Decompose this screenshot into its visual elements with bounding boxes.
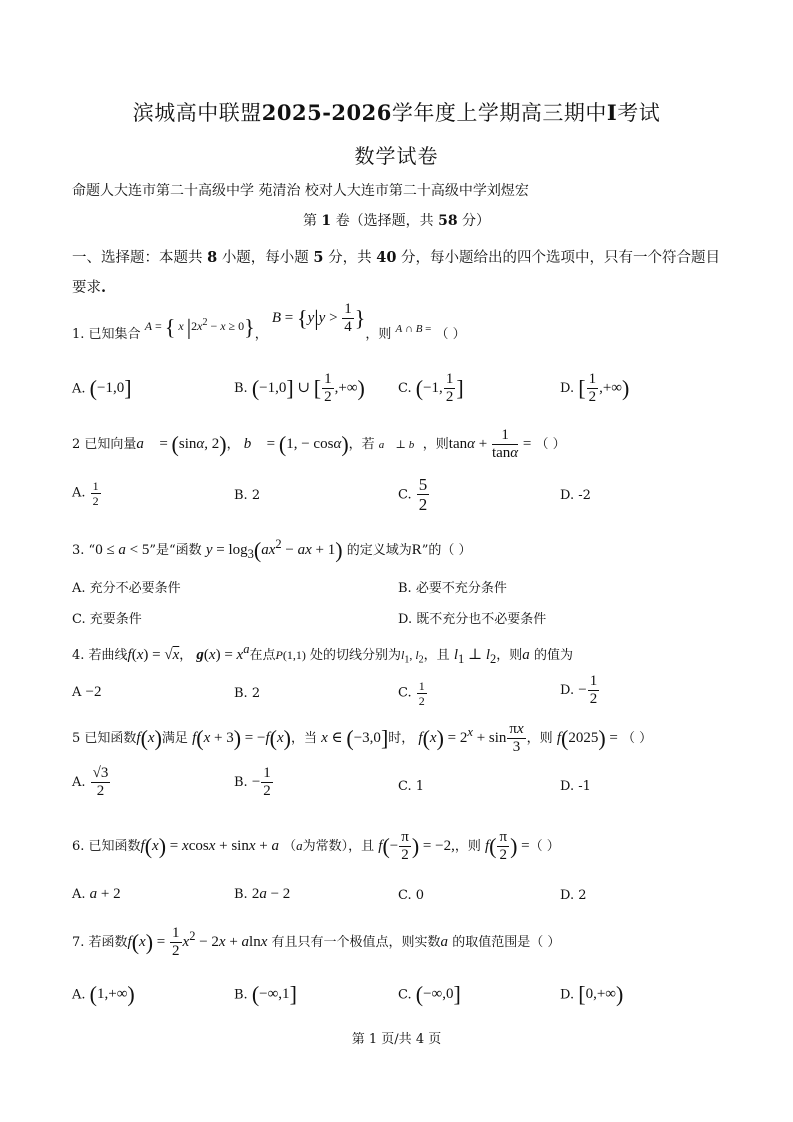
q1-option-b: B. (−1,0] ∪ [ $\frac{1}{2}$ ,+∞) [234, 371, 365, 405]
q7-option-c: C. (−∞,0] [398, 982, 461, 1007]
page-subtitle: 数学试卷 [354, 144, 439, 168]
authors-line: 命题人大连市第二十高级中学 苑清治 校对人大连市第二十高级中学刘煜宏 [72, 183, 529, 199]
question-2: 2 已知向量a⃗ = (sinα, 2)， b⃗ = (1, − cosα)，若 a⃗ ⊥ b⃗，则tanα + $\frac{1}{\tan\alpha}$ = （ ） [72, 427, 566, 461]
q5-option-c: C. 1 [398, 779, 425, 794]
q6-option-c: C. 0 [398, 888, 425, 903]
q7-option-b: B. (−∞,1] [234, 982, 297, 1007]
q4-option-c: C. $\frac{1}{2}$ [398, 679, 425, 708]
q6-option-b: B. 2a − 2 [234, 886, 291, 902]
q5-option-a: A. $\frac{√3}{2}$ [72, 765, 109, 799]
q3-option-d: D. 既不充分也不必要条件 [398, 612, 547, 627]
q7-option-d: D. [0,+∞) [560, 982, 624, 1007]
question-3: 3. “0 ≤ a < 5”是“函数 $y = \log_3(ax^2$ − ax + 1) 的定义域为R”的（ ） [72, 537, 472, 563]
question-6: 6. 已知函数f(x) = xcosx + sinx + a （a为常数），且 f(− $\frac{\pi}{2}$ ) = −2,，则 f( $\frac{\pi}{2}$ ) =（ ） [72, 829, 560, 863]
q1-option-d: D. [ $\frac{1}{2}$ ,+∞) [560, 371, 630, 405]
q4-option-a: A −2 [72, 684, 102, 700]
q1-option-a: A. (−1,0] [72, 376, 132, 401]
q6-option-a: A. a + 2 [72, 886, 121, 902]
q2-option-a: A. $\frac{1}{2}$ [72, 479, 99, 508]
q3-option-c: C. 充要条件 [72, 612, 142, 627]
q2-option-c: C. $\frac{5}{2}$ [398, 475, 428, 514]
q4-option-d: D. − $\frac{1}{2}$ [560, 673, 598, 707]
vector-a-formula: a⃗ = (sinα, 2) [136, 431, 227, 457]
section-heading: 第 1 卷（选择题，共 58 分） [302, 213, 491, 229]
q2-option-d: D. -2 [560, 488, 591, 503]
question-7: 7. 若函数f(x) = $\frac{1}{2}$ $x^2 - 2x + alnx$ 有且只有一个极值点，则实数a 的取值范围是（ ） [72, 925, 561, 959]
set-b-formula: B = {y|y > $\frac{1}{4}$ } [271, 301, 366, 335]
question-4: 4. 若曲线f(x) = √x， $g(x) = x^a$在点P(1,1) 处的切线分别为$l_1$, $l_2$，且 $l_1$ ⊥ $l_2$，则a 的值为 [72, 642, 573, 666]
question-5: 5 已知函数f(x)满足 f(x + 3) = −f(x)，当 x ∈ (−3,0]时， $f(x) = 2^x + \sin$ $\frac{\pi x}{3}$ ，则 f(2025) = （ ） [72, 721, 653, 755]
q4-option-b: B. 2 [234, 686, 261, 701]
q5-option-d: D. -1 [560, 779, 591, 794]
q3-option-a: A. 充分不必要条件 [72, 581, 181, 596]
question-1: 1. 已知集合 A = { x $|2x^2 - x \ge 0$}， B = {y|y > $\frac{1}{4}$ }，则 $^{A \cap B =}$ （ ） [72, 301, 466, 342]
set-a-formula: A = { x $|2x^2 - x \ge 0$} [144, 314, 255, 340]
q3-option-b: B. 必要不充分条件 [398, 581, 507, 596]
q1-option-c: C. (−1, $\frac{1}{2}$ ] [398, 371, 464, 405]
q2-option-b: B. 2 [234, 488, 261, 503]
q6-option-d: D. 2 [560, 888, 587, 903]
instructions: 一、选择题：本题共 8 小题，每小题 5 分，共 40 分，每小题给出的四个选项中，只有一个符合题目要求. [72, 249, 721, 296]
page-footer: 第 1 页/共 4 页 [351, 1032, 442, 1047]
q5-option-b: B. − $\frac{1}{2}$ [234, 765, 271, 799]
page-title: 滨城高中联盟2025-2026学年度上学期高三期中I考试 [132, 100, 661, 125]
vector-b-formula: b⃗ = (1, − cosα) [243, 431, 349, 457]
q7-option-a: A. (1,+∞) [72, 982, 135, 1007]
